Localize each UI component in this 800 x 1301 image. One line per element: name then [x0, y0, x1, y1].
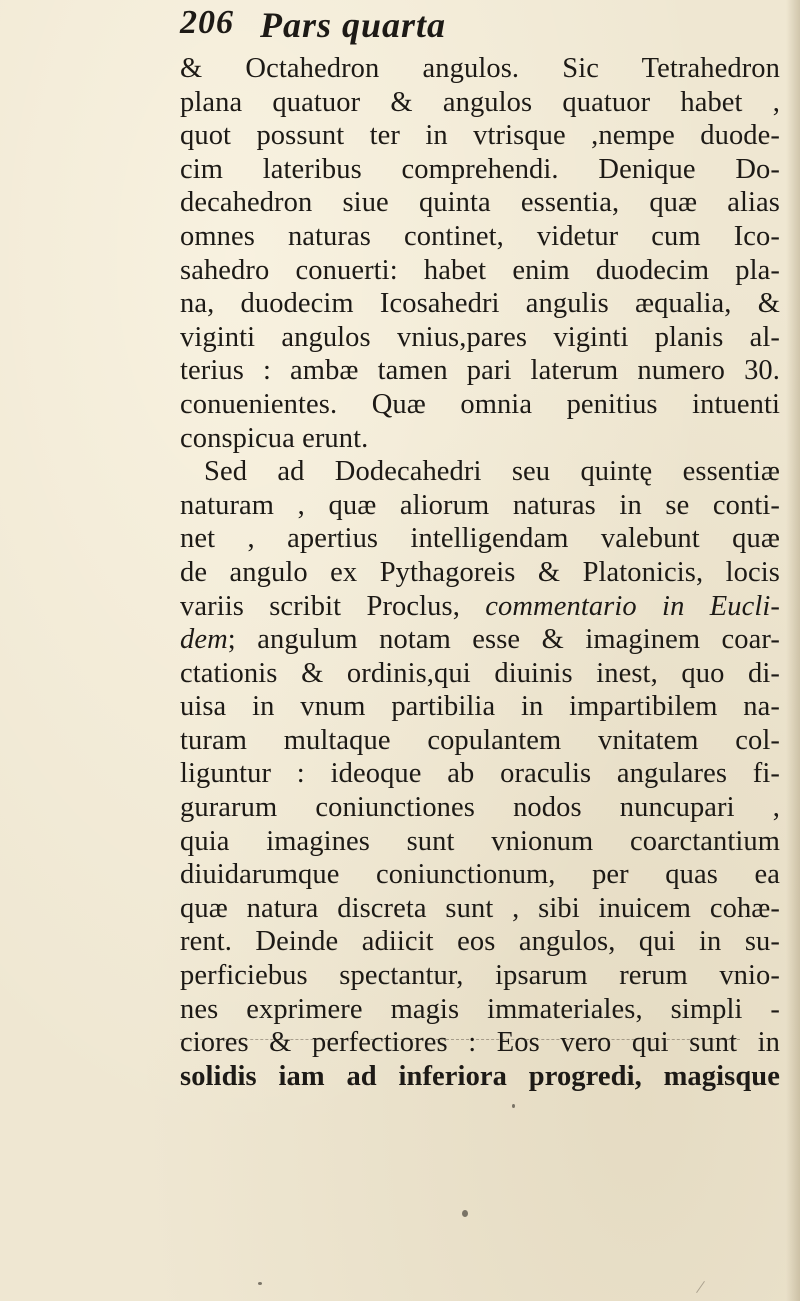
- page-edge-shadow: [786, 0, 800, 1301]
- text-line: net , apertius intelligendam valebunt quæ: [180, 523, 780, 555]
- citation-italic: dem: [180, 624, 228, 656]
- show-through-marks: [180, 1033, 740, 1040]
- text-line: de angulo ex Pythagoreis & Platonicis, locis: [180, 556, 780, 588]
- text-line: ctationis & ordinis,qui diuinis inest, quo di-: [180, 657, 780, 689]
- text-line: sahedro conuerti: habet enim duodecim pla-: [180, 254, 780, 286]
- text-line-paragraph-start: Sed ad Dodecahedri seu quintę essentiæ: [204, 456, 780, 488]
- text-line: na, duodecim Icosahedri angulis æqualia, &: [180, 288, 780, 320]
- text-line: diuidarumque coniunctionum, per quas ea: [180, 859, 780, 891]
- paper-speck: [512, 1104, 515, 1108]
- citation-italic: commentario in Eucli-: [485, 590, 780, 622]
- text-line: plana quatuor & angulos quatuor habet ,: [180, 86, 780, 118]
- paper-speck: [462, 1210, 468, 1217]
- text-line: quot possunt ter in vtrisque ,nempe duode-: [180, 120, 780, 152]
- text-line: liguntur : ideoque ab oraculis angulares fi-: [180, 758, 780, 790]
- text-segment: ; angulum notam esse & imaginem coar-: [227, 624, 780, 656]
- paper-speck: [258, 1282, 262, 1285]
- text-line: terius : ambæ tamen pari laterum numero 30.: [180, 355, 780, 387]
- text-line: ciores & perfectiores : Eos vero qui sunt in: [180, 1027, 780, 1059]
- text-segment: variis scribit Proclus,: [180, 590, 486, 622]
- paper-mark: [696, 1281, 705, 1293]
- text-line-paragraph-end: conspicua erunt.: [180, 422, 369, 454]
- text-line: omnes naturas continet, videtur cum Ico-: [180, 220, 780, 252]
- page-header: [180, 4, 740, 50]
- text-line: quæ natura discreta sunt , sibi inuicem cohæ-: [180, 892, 780, 924]
- text-line: viginti angulos vnius,pares viginti planis al-: [180, 321, 780, 353]
- running-title: Pars quarta: [260, 5, 447, 45]
- text-line: quia imagines sunt vnionum coarctantium: [180, 825, 780, 857]
- text-line: uisa in vnum partibilia in impartibilem na-: [180, 691, 780, 723]
- text-line: cim lateribus comprehendi. Denique Do-: [180, 153, 780, 185]
- text-line-with-citation: [180, 590, 780, 624]
- text-line: rent. Deinde adiicit eos angulos, qui in su-: [180, 926, 780, 958]
- text-line: gurarum coniunctiones nodos nuncupari ,: [180, 792, 780, 824]
- text-line: nes exprimere magis immateriales, simpli -: [180, 993, 780, 1025]
- text-line-bold: solidis iam ad inferiora progredi, magisque: [180, 1060, 780, 1092]
- text-line: decahedron siue quinta essentia, quæ alias: [180, 187, 780, 219]
- page-number: 206: [180, 4, 234, 41]
- text-line-with-citation: [180, 623, 780, 657]
- text-line: naturam , quæ aliorum naturas in se conti-: [180, 489, 780, 521]
- text-line: perficiebus spectantur, ipsarum rerum vnio-: [180, 960, 780, 992]
- text-line: & Octahedron angulos. Sic Tetrahedron: [180, 53, 780, 84]
- text-line: conuenientes. Quæ omnia penitius intuenti: [180, 388, 780, 420]
- text-line: turam multaque copulantem vnitatem col-: [180, 724, 780, 756]
- body-text: [180, 52, 780, 1093]
